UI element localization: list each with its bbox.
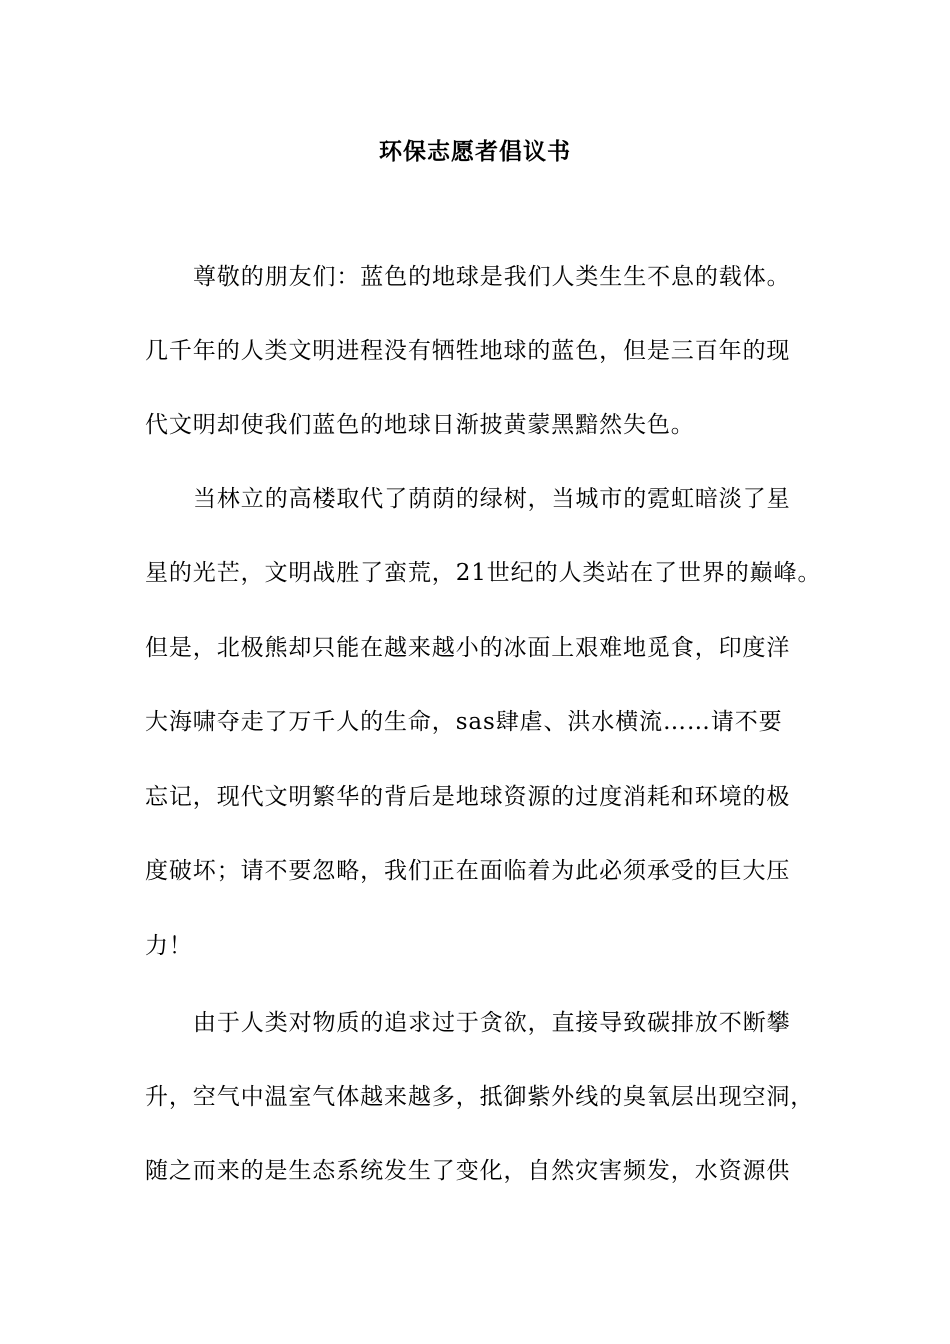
paragraph-line: 几千年的人类文明进程没有牺牲地球的蓝色，但是三百年的现 bbox=[145, 338, 791, 364]
paragraph-line: 随之而来的是生态系统发生了变化，自然灾害频发，水资源供 bbox=[145, 1158, 791, 1184]
paragraph-line: 大海啸夺走了万千人的生命，sas肆虐、洪水横流……请不要 bbox=[145, 709, 783, 735]
paragraph-line: 尊敬的朋友们：蓝色的地球是我们人类生生不息的载体。 bbox=[193, 264, 791, 290]
paragraph-line: 代文明却使我们蓝色的地球日渐披黄蒙黑黯然失色。 bbox=[145, 412, 695, 438]
document-title: 环保志愿者倡议书 bbox=[379, 139, 571, 165]
paragraph-line: 由于人类对物质的追求过于贪欲，直接导致碳排放不断攀 bbox=[193, 1010, 791, 1036]
paragraph-line: 但是，北极熊却只能在越来越小的冰面上艰难地觅食，印度洋 bbox=[145, 635, 791, 661]
paragraph-line: 升，空气中温室气体越来越多，抵御紫外线的臭氧层出现空洞， bbox=[145, 1084, 815, 1110]
paragraph-line: 忘记，现代文明繁华的背后是地球资源的过度消耗和环境的极 bbox=[145, 784, 791, 810]
paragraph-line: 当林立的高楼取代了荫荫的绿树，当城市的霓虹暗淡了星 bbox=[193, 486, 791, 512]
paragraph-line: 星的光芒，文明战胜了蛮荒，21世纪的人类站在了世界的巅峰。 bbox=[145, 560, 822, 586]
paragraph-line: 力！ bbox=[145, 933, 193, 959]
paragraph-line: 度破坏；请不要忽略，我们正在面临着为此必须承受的巨大压 bbox=[145, 858, 791, 884]
